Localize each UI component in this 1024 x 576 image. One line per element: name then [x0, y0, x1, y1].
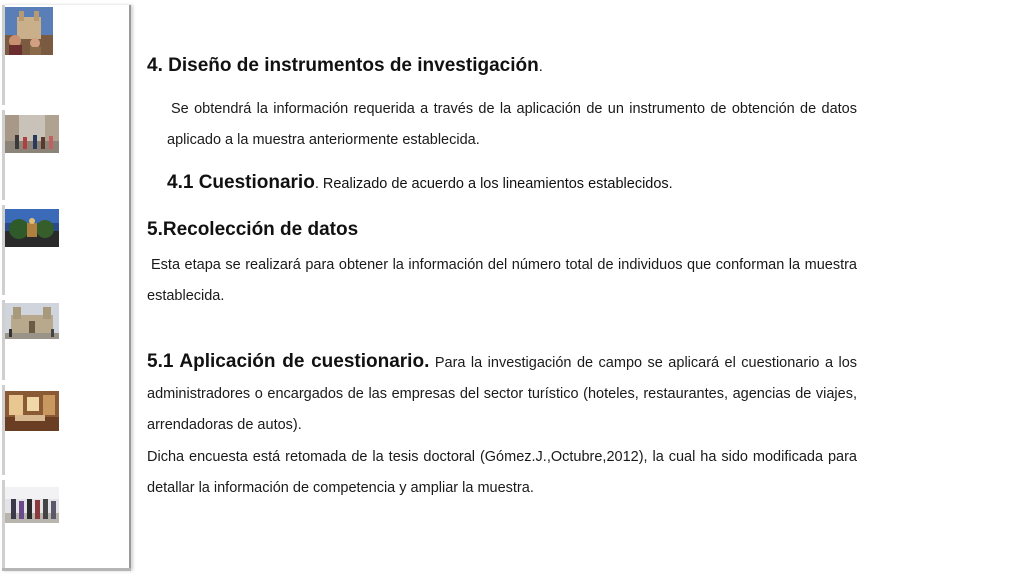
section-5-1-extra: Dicha encuesta está retomada de la tesis doctoral (Gómez.J.,Octubre,2012), la cual ha sido modificada para detallar la información de competencia y ampliar la muestra.: [147, 449, 857, 496]
section-5-heading: 5.Recolección de datos: [147, 219, 359, 240]
section-4-1-inline: . Realizado de acuerdo a los lineamientos establecidos.: [314, 176, 673, 192]
section-4-heading: [147, 55, 543, 77]
crowd-photo: [5, 487, 59, 523]
section-5-body: Esta etapa se realizará para obtener la información del número total de individuos que conforman la muestra establecida.: [147, 257, 857, 304]
section-4-1-title: 4.1 Cuestionario: [167, 172, 315, 193]
street-photo: [5, 115, 59, 153]
section-5-1-title: 5.1 Aplicación de cuestionario.: [147, 351, 430, 372]
strip-shadow: [2, 568, 131, 571]
night-plaza-photo: [5, 209, 59, 247]
section-4-title-suffix: .: [538, 59, 543, 75]
section-4-title: 4. Diseño de instrumentos de investigación: [147, 55, 539, 76]
section-4-1-heading: [167, 172, 673, 194]
church-facade-photo: [5, 303, 59, 339]
section-5-1-paragraph: [147, 346, 857, 441]
section-4-body: Se obtendrá la información requerida a través de la aplicación de un instrumento de obtención de datos aplicado a la muestra anteriormente establecida.: [167, 101, 857, 148]
photo-strip: [2, 5, 131, 571]
hotel-interior-photo: [5, 391, 59, 431]
section-5-1-inline: Para la investigación de campo se aplicará el cuestionario a los administradores o encargados de las empresas del sector turístico (hoteles, restaurantes, agencias de viajes, arrendadoras de autos).: [147, 355, 858, 433]
cathedral-photo: [5, 7, 53, 55]
